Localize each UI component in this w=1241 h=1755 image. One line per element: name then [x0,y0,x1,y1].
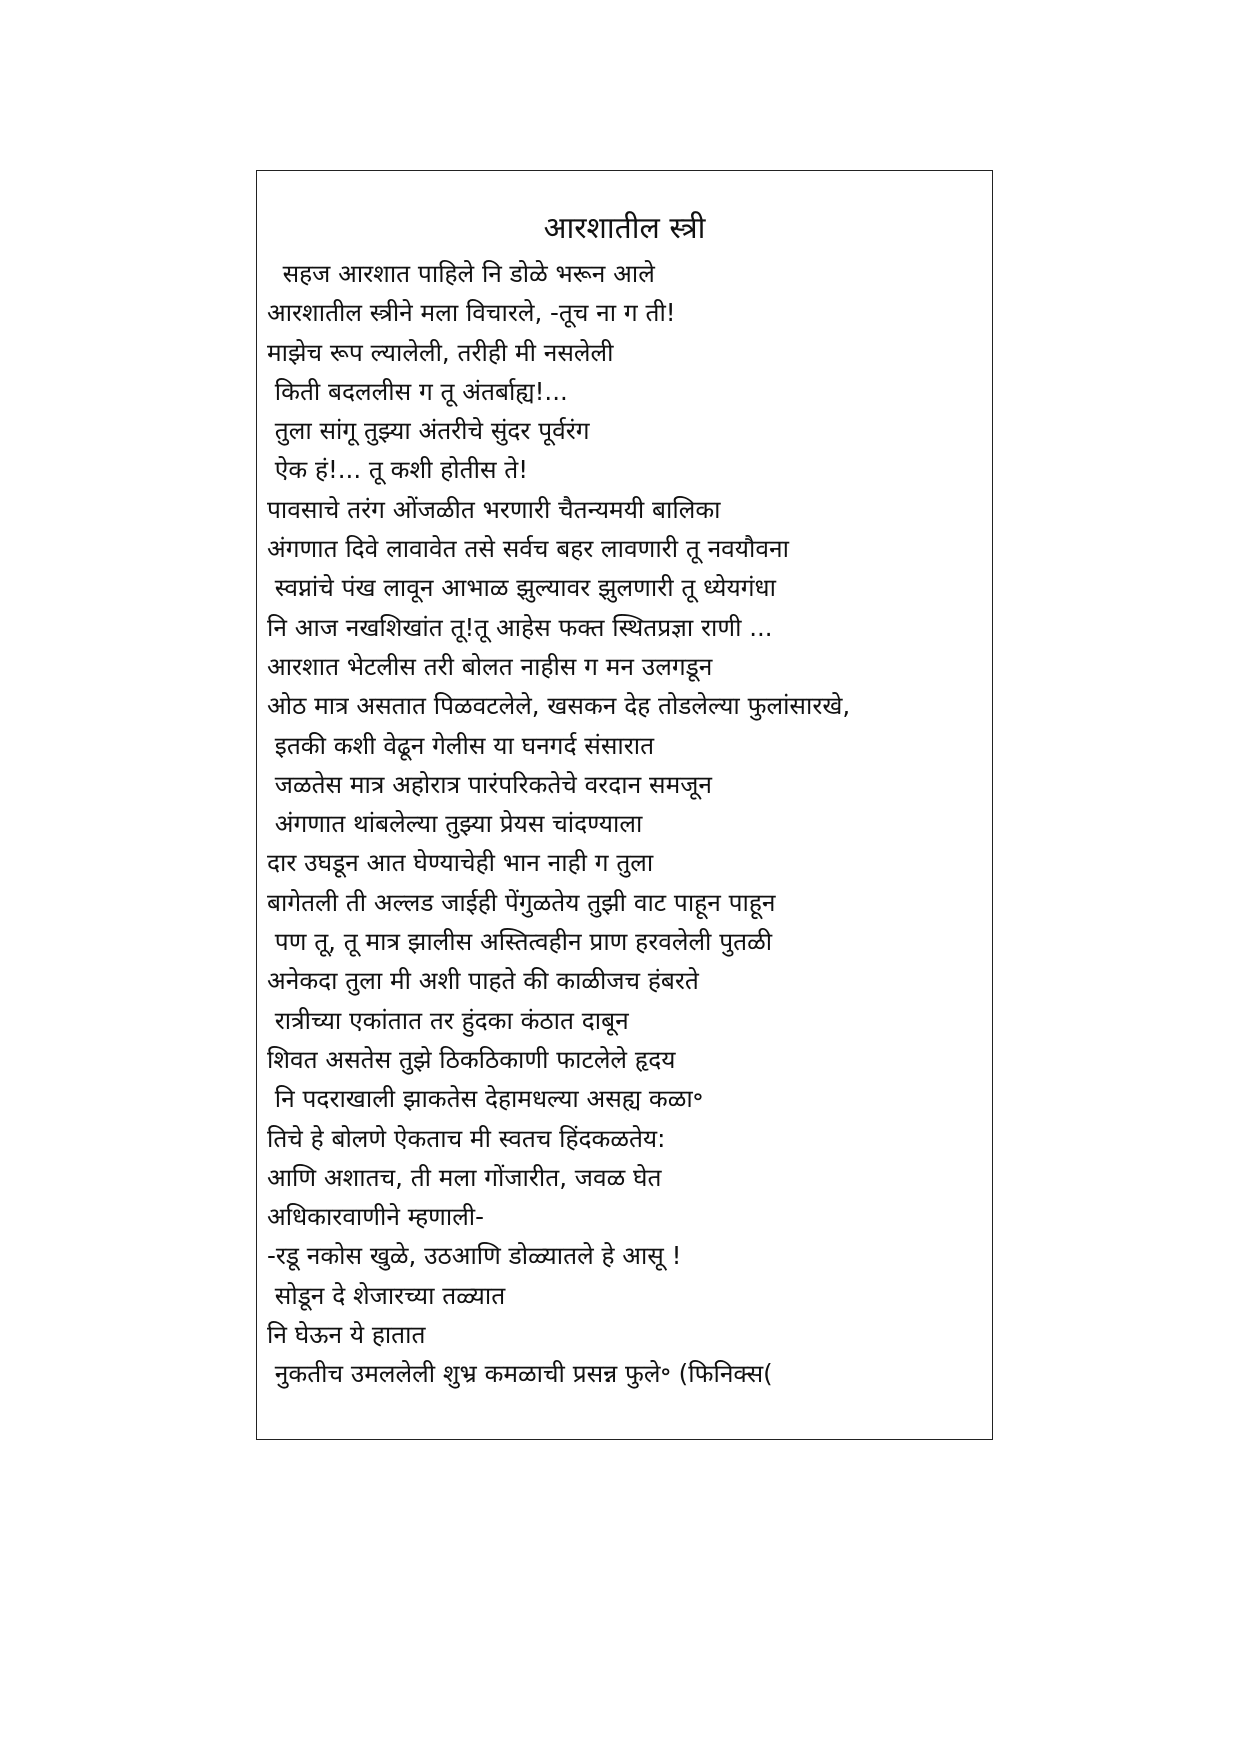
poem-line: रात्रीच्या एकांतात तर हुंदका कंठात दाबून [267,1005,629,1035]
poem-line: सहज आरशात पाहिले नि डोळे भरून आले [267,259,655,288]
poem-line: -रडू नकोस खुळे, उठआणि डोळ्यातले हे आसू ! [267,1241,682,1271]
poem-line: अधिकारवाणीने म्हणाली- [267,1202,484,1232]
poem-line: तिचे हे बोलणे ऐकताच मी स्वतच हिंदकळतेय: [267,1123,666,1153]
poem-line: तुला सांगू तुझ्या अंतरीचे सुंदर पूर्वरंग [267,416,590,446]
poem-line: सोडून दे शेजारच्या तळ्यात [267,1280,506,1310]
poem-line: आरशातील स्त्रीने मला विचारले, -तूच ना ग ती! [267,298,676,328]
poem-title: आरशातील स्त्री [543,211,706,246]
poem-line: अंगणात दिवे लावावेत तसे सर्वच बहर लावणारी तू नवयौवना [267,534,789,564]
poem-body [267,254,986,1394]
poem-line: ऐक हं!... तू कशी होतीस ते! [267,455,529,485]
poem-line: स्वप्नांचे पंख लावून आभाळ झुल्यावर झुलणारी तू ध्येयगंधा [267,573,776,603]
poem-line: जळतेस मात्र अहोरात्र पारंपरिकतेचे वरदान समजून [267,769,713,799]
poem-line: अनेकदा तुला मी अशी पाहते की काळीजच हंबरते [267,966,699,996]
poem-line: ओठ मात्र असतात पिळवटलेले, खसकन देह तोडलेल्या फुलांसारखे, [267,691,851,721]
poem-line: इतकी कशी वेढून गेलीस या घनगर्द संसारात [267,730,655,760]
poem-line: दार उघडून आत घेण्याचेही भान नाही ग तुला [267,848,654,878]
poem-line: नि आज नखशिखांत तू!तू आहेस फक्त स्थितप्रज्ञा राणी ... [267,612,773,642]
poem-line: नि घेऊन ये हातात [267,1320,426,1350]
poem-line: शिवत असतेस तुझे ठिकठिकाणी फाटलेले हृदय [267,1044,676,1074]
poem-frame [256,170,993,1440]
poem-line: पण तू, तू मात्र झालीस अस्तित्वहीन प्राण हरवलेली पुतळी [267,927,773,957]
poem-line: नि पदराखाली झाकतेस देहामधल्या असह्य कळा॰ [267,1084,704,1114]
poem-line: माझेच रूप ल्यालेली, तरीही मी नसलेली [267,337,614,367]
poem-line: बागेतली ती अल्लड जाईही पेंगुळतेय तुझी वाट पाहून पाहून [267,887,776,917]
poem-line: आरशात भेटलीस तरी बोलत नाहीस ग मन उलगडून [267,651,713,681]
poem-line: आणि अशातच, ती मला गोंजारीत, जवळ घेत [267,1162,662,1192]
poem-line: नुकतीच उमललेली शुभ्र कमळाची प्रसन्न फुले॰ (फिनिक्स( [267,1359,773,1389]
poem-line: अंगणात थांबलेल्या तुझ्या प्रेयस चांदण्याला [267,809,643,839]
poem-line: पावसाचे तरंग ओंजळीत भरणारी चैतन्यमयी बालिका [267,494,721,524]
poem-line: किती बदललीस ग तू अंतर्बाह्य!... [267,376,568,406]
